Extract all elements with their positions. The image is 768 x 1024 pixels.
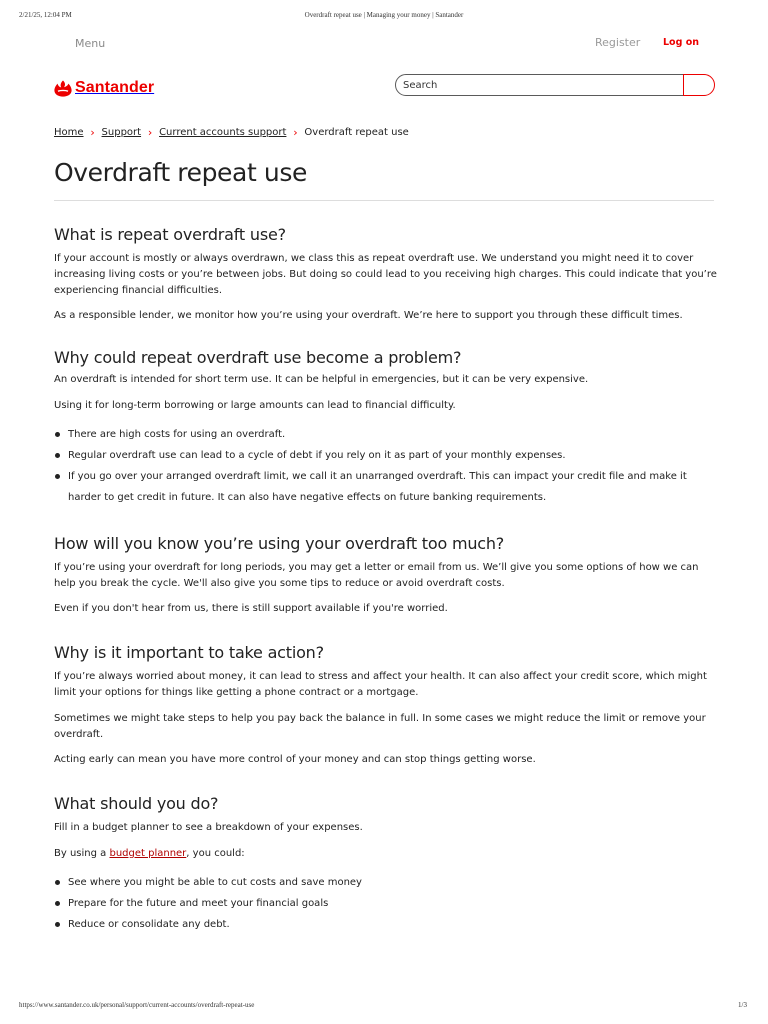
register-link[interactable]: Register bbox=[595, 36, 641, 49]
paragraph: Even if you don't hear from us, there is still support available if you're worried. bbox=[54, 603, 448, 615]
list-item: If you go over your arranged overdraft limit, we call it an unarranged overdraft. This can impact your credit file and make it harder to get credit in future. It can also have negative effects on future banking requirements. bbox=[54, 466, 719, 508]
search-box bbox=[395, 74, 714, 96]
section-heading: Why could repeat overdraft use become a problem? bbox=[54, 348, 462, 368]
budget-planner-link[interactable]: budget planner bbox=[109, 847, 187, 859]
search-input[interactable] bbox=[403, 76, 683, 94]
page-title: Overdraft repeat use bbox=[54, 158, 307, 187]
paragraph: Fill in a budget planner to see a breakdown of your expenses. bbox=[54, 822, 363, 834]
santander-flame-icon bbox=[54, 80, 72, 97]
breadcrumb bbox=[54, 125, 409, 139]
section-why-problem bbox=[54, 346, 719, 508]
santander-wordmark: Santander bbox=[75, 79, 155, 96]
section-what-should-you-do bbox=[54, 792, 719, 935]
paragraph: If you’re using your overdraft for long periods, you may get a letter or email from us. We’ll give you some options of how we can help you break the cycle. We'll also give you some tips to reduce or avoid overdraft costs. bbox=[54, 561, 699, 589]
section-heading: Why is it important to take action? bbox=[54, 643, 324, 663]
bullet-list bbox=[54, 424, 719, 508]
section-heading: How will you know you’re using your overdraft too much? bbox=[54, 533, 505, 553]
list-item: Prepare for the future and meet your financial goals bbox=[54, 893, 719, 914]
link-suffix-text: , you could: bbox=[186, 847, 245, 859]
main-content bbox=[54, 223, 719, 945]
print-page-title: Overdraft repeat use | Managing your money | Santander bbox=[304, 11, 464, 19]
chevron-right-icon: › bbox=[293, 125, 298, 139]
breadcrumb-current: Overdraft repeat use bbox=[304, 126, 409, 138]
menu-link[interactable]: Menu bbox=[75, 37, 106, 50]
log-on-link[interactable]: Log on bbox=[663, 37, 699, 48]
paragraph bbox=[54, 846, 719, 862]
section-what-is-repeat-use bbox=[54, 223, 719, 324]
title-divider bbox=[54, 200, 714, 201]
section-heading: What is repeat overdraft use? bbox=[54, 225, 286, 244]
breadcrumb-current-accounts-support[interactable]: Current accounts support bbox=[159, 126, 287, 138]
link-prefix-text: By using a bbox=[54, 847, 110, 859]
search-button[interactable] bbox=[683, 74, 715, 96]
bullet-list bbox=[54, 872, 719, 935]
breadcrumb-home[interactable]: Home bbox=[54, 126, 84, 138]
print-url: https://www.santander.co.uk/personal/support/current-accounts/overdraft-repeat-use bbox=[19, 1001, 255, 1009]
list-item: Regular overdraft use can lead to a cycle of debt if you rely on it as part of your monthly expenses. bbox=[54, 445, 719, 466]
breadcrumb-support[interactable]: Support bbox=[101, 126, 142, 138]
list-item: Reduce or consolidate any debt. bbox=[54, 914, 719, 935]
paragraph: As a responsible lender, we monitor how you’re using your overdraft. We’re here to support you through these difficult times. bbox=[54, 310, 683, 322]
section-how-know bbox=[54, 532, 719, 617]
paragraph: Acting early can mean you have more control of your money and can stop things getting worse. bbox=[54, 754, 536, 766]
list-item: There are high costs for using an overdraft. bbox=[54, 424, 719, 445]
print-header bbox=[0, 11, 768, 23]
paragraph: Using it for long-term borrowing or large amounts can lead to financial difficulty. bbox=[54, 399, 456, 411]
print-datetime: 2/21/25, 12:04 PM bbox=[19, 11, 72, 19]
paragraph: An overdraft is intended for short term use. It can be helpful in emergencies, but it can be very expensive. bbox=[54, 374, 589, 386]
chevron-right-icon: › bbox=[147, 125, 153, 139]
section-why-take-action bbox=[54, 641, 719, 768]
chevron-right-icon: › bbox=[90, 125, 95, 139]
paragraph: If you’re always worried about money, it can lead to stress and affect your health. It can also affect your credit score, which might limit your options for things like getting a phone contract or a mortgage. bbox=[54, 671, 707, 698]
section-heading: What should you do? bbox=[54, 794, 219, 814]
list-item: See where you might be able to cut costs and save money bbox=[54, 872, 719, 893]
paragraph: If your account is mostly or always overdrawn, we class this as repeat overdraft use. We understand you might need it to cover increasing living costs or you’re between jobs. But doing so could lead to you receiving high charges. This could indicate that you’re experiencing financial difficulties. bbox=[54, 253, 717, 296]
print-page-number: 1/3 bbox=[738, 1001, 747, 1009]
santander-logo[interactable] bbox=[54, 76, 154, 100]
paragraph: Sometimes we might take steps to help you pay back the balance in full. In some cases we might reduce the limit or remove your overdraft. bbox=[54, 712, 706, 740]
print-footer bbox=[0, 1001, 768, 1013]
